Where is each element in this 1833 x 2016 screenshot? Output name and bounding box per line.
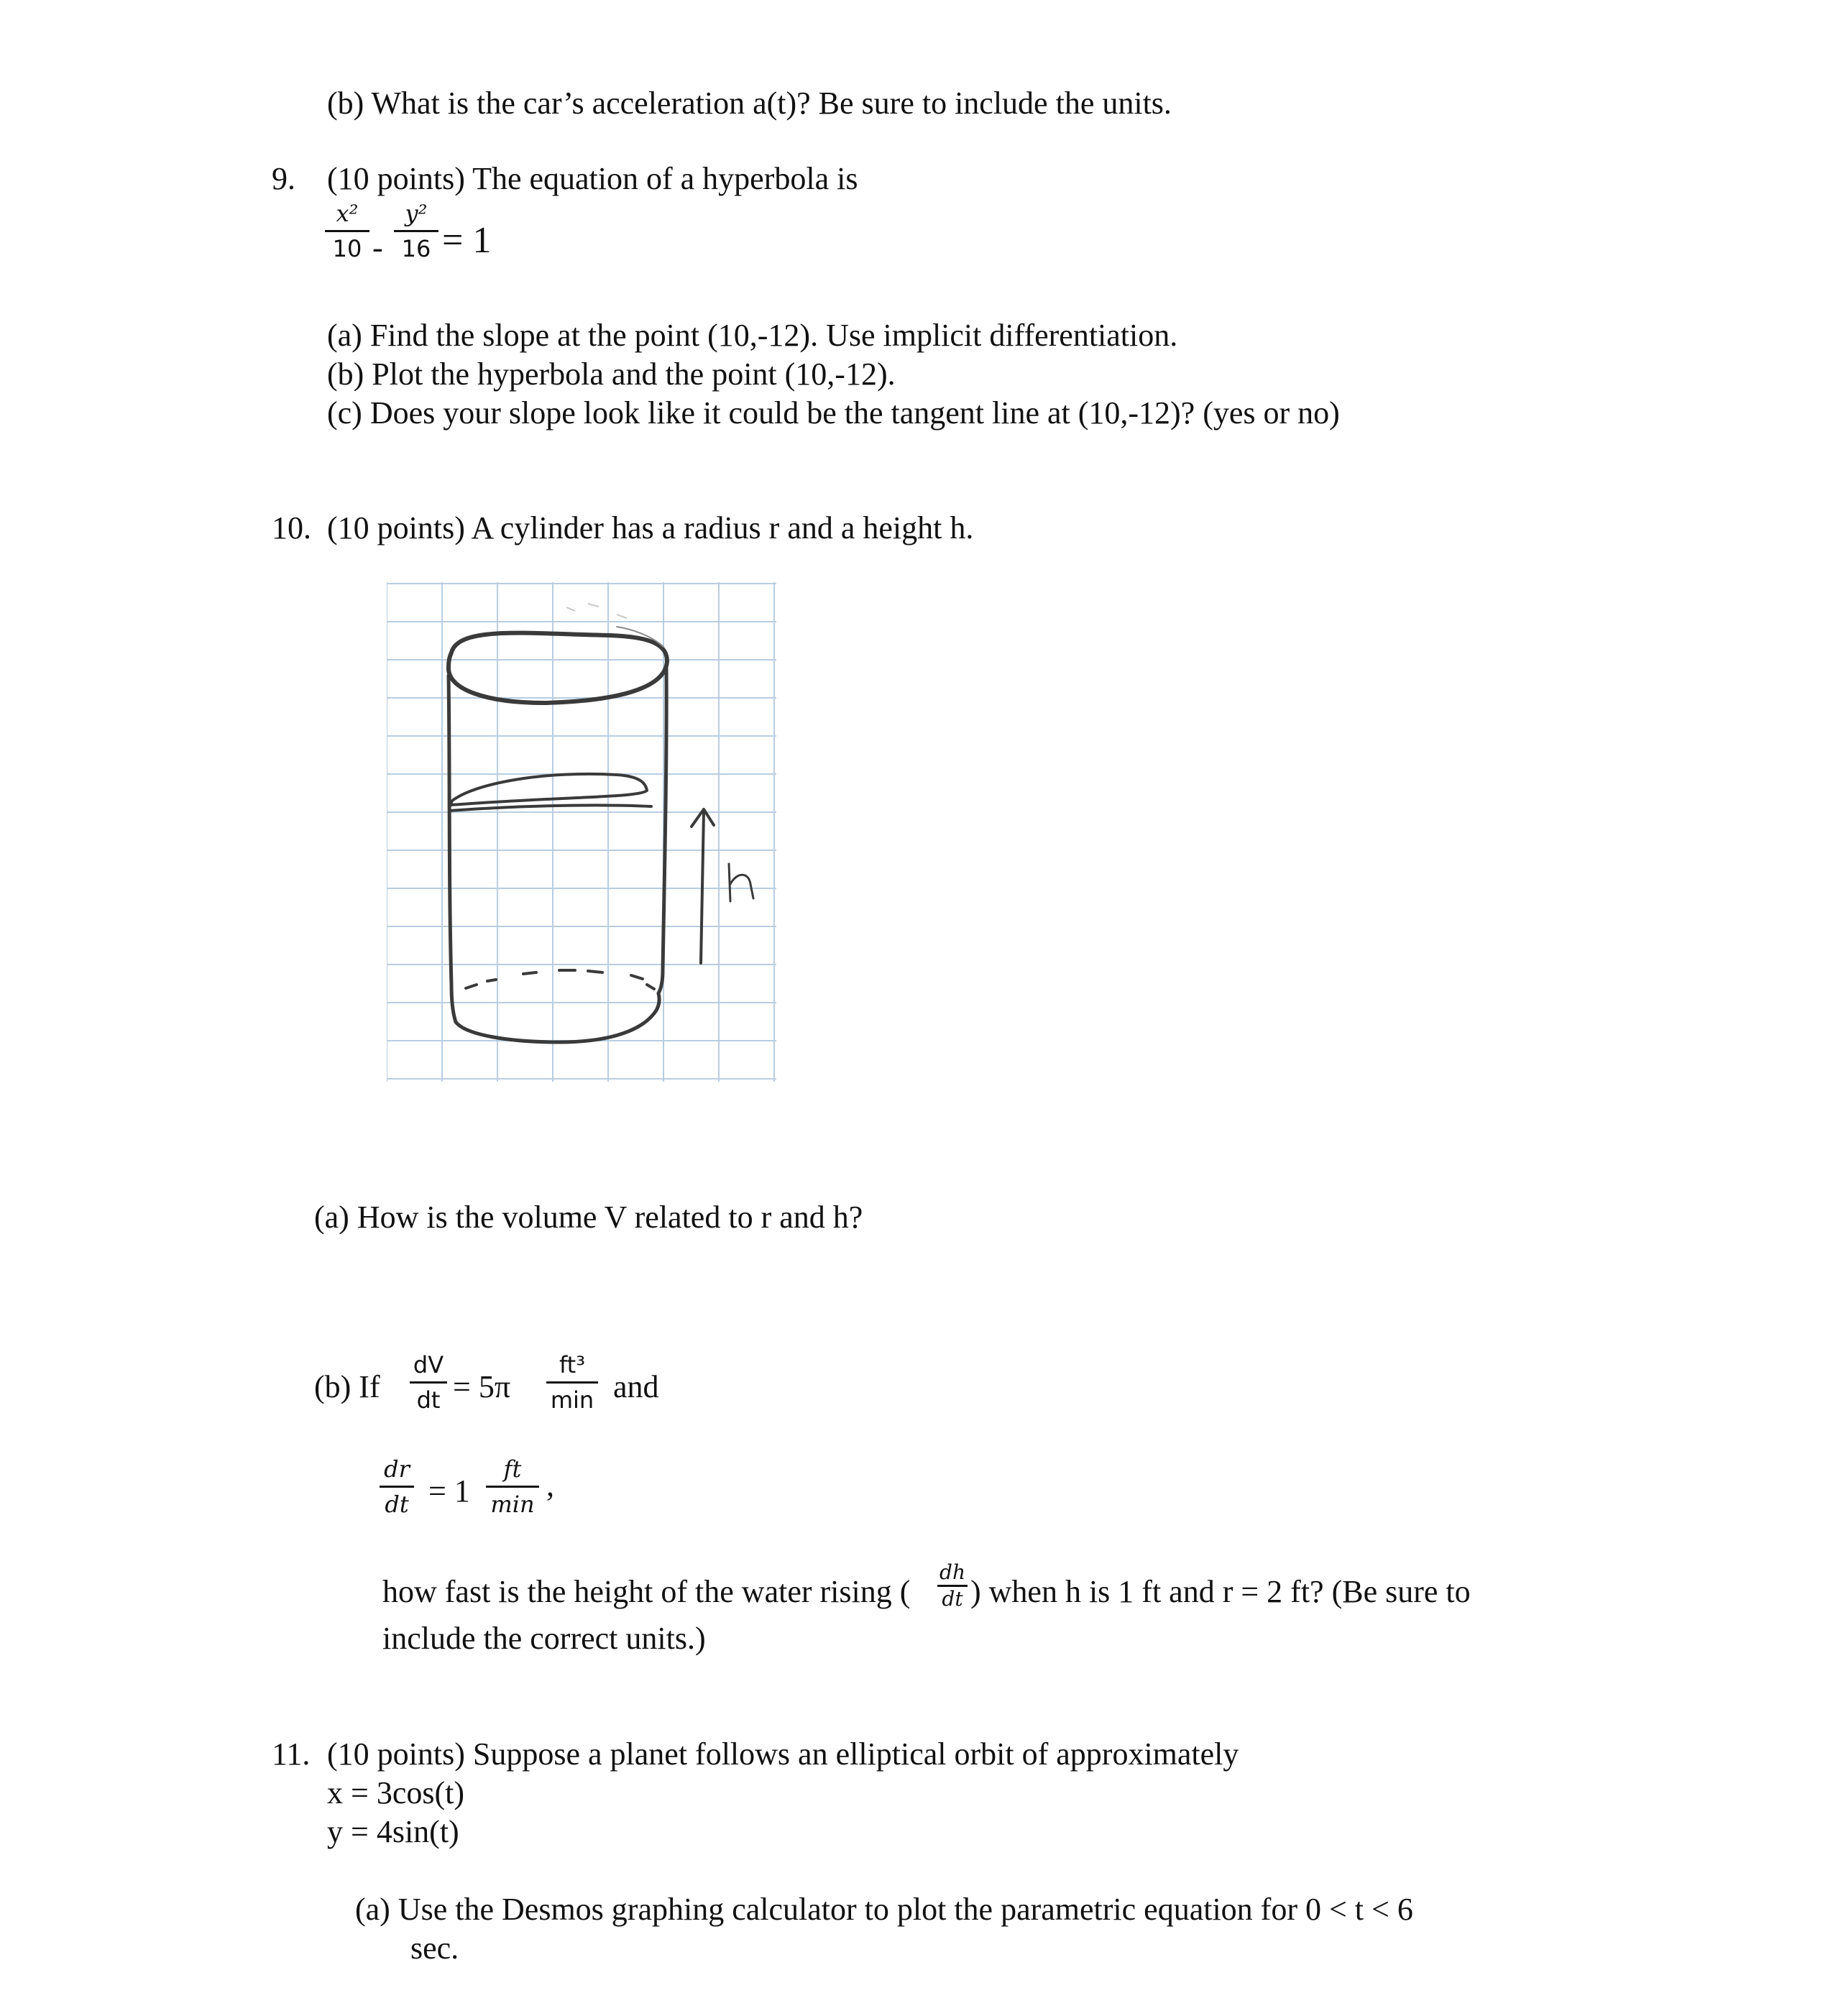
q11-part-a-line2: sec. (410, 1930, 459, 1966)
fraction-bar (325, 230, 369, 232)
fraction-bar (486, 1486, 539, 1488)
q10-part-b-prefix: (b) If (314, 1369, 380, 1404)
q9-header: (10 points) The equation of a hyperbola is (327, 161, 858, 196)
q10-question-line2: include the correct units.) (382, 1621, 706, 1656)
q11-eq-y: y = 4sin(t) (327, 1814, 459, 1849)
q10-drdt-num: dr (384, 1455, 410, 1483)
grid-paper (387, 582, 776, 1082)
q10-dhdt (937, 1562, 968, 1610)
q10-dr-unit-num: ft (503, 1455, 522, 1483)
fraction-bar (394, 230, 438, 232)
q11-eq-x: x = 3cos(t) (327, 1775, 464, 1810)
q10-dv-eq: = 5π (453, 1369, 511, 1404)
q10-dr-unit-den: min (490, 1491, 535, 1518)
q9-number: 9. (272, 161, 295, 196)
q10-part-a: (a) How is the volume V related to r and h? (314, 1200, 863, 1235)
q10-dvdt (410, 1351, 447, 1414)
q9-part-c: (c) Does your slope look like it could be the tangent line at (10,-12)? (yes or no) (327, 395, 1340, 431)
q10-dr-unit (486, 1455, 539, 1518)
q10-dhdt-num: dh (940, 1560, 965, 1584)
q10-and: and (613, 1369, 659, 1404)
q10-dv-unit-num: ft³ (559, 1351, 586, 1378)
q10-header: (10 points) A cylinder has a radius r and a height h. (327, 510, 974, 546)
q9-frac-x-den: 10 (332, 235, 362, 262)
q9-part-b: (b) Plot the hyperbola and the point (10,-12). (327, 356, 896, 392)
q11-part-a-line1: (a) Use the Desmos graphing calculator to plot the parametric equation for 0 < t < 6 (355, 1892, 1413, 1927)
fraction-bar (380, 1486, 414, 1488)
q9-frac-y-num: y² (405, 200, 428, 227)
q10-dhdt-den: dt (942, 1587, 963, 1611)
q10-drdt-den: dt (385, 1491, 409, 1518)
q10-dv-unit-den: min (550, 1386, 594, 1414)
q11-number: 11. (272, 1736, 311, 1772)
fraction-bar (546, 1381, 598, 1384)
q9-frac-x-num: x² (336, 200, 359, 227)
q9-minus: - (372, 230, 383, 265)
q10-dvdt-num: dV (413, 1351, 444, 1378)
q10-dr-eq: = 1 (428, 1473, 470, 1509)
q10-question-line1-b: ) when h is 1 ft and r = 2 ft? (Be sure to (970, 1574, 1471, 1609)
q10-dv-unit (546, 1351, 598, 1414)
q10-number: 10. (272, 510, 311, 546)
q10-drdt (380, 1455, 414, 1518)
q8-part-b: (b) What is the car’s acceleration a(t)? Be sure to include the units. (327, 86, 1172, 121)
q11-header: (10 points) Suppose a planet follows an elliptical orbit of approximately (327, 1736, 1239, 1772)
q9-rhs: = 1 (442, 220, 492, 261)
q9-frac-y (394, 200, 438, 262)
q10-dr-comma: , (546, 1468, 554, 1503)
q9-part-a: (a) Find the slope at the point (10,-12). Use implicit differentiation. (327, 318, 1178, 353)
cylinder-sketch (387, 582, 776, 1082)
q9-frac-y-den: 16 (401, 235, 431, 262)
q9-frac-x (325, 200, 369, 262)
q10-question-line1-a: how fast is the height of the water rising ( (382, 1574, 911, 1609)
fraction-bar (410, 1381, 447, 1384)
q10-dvdt-den: dt (416, 1386, 441, 1414)
